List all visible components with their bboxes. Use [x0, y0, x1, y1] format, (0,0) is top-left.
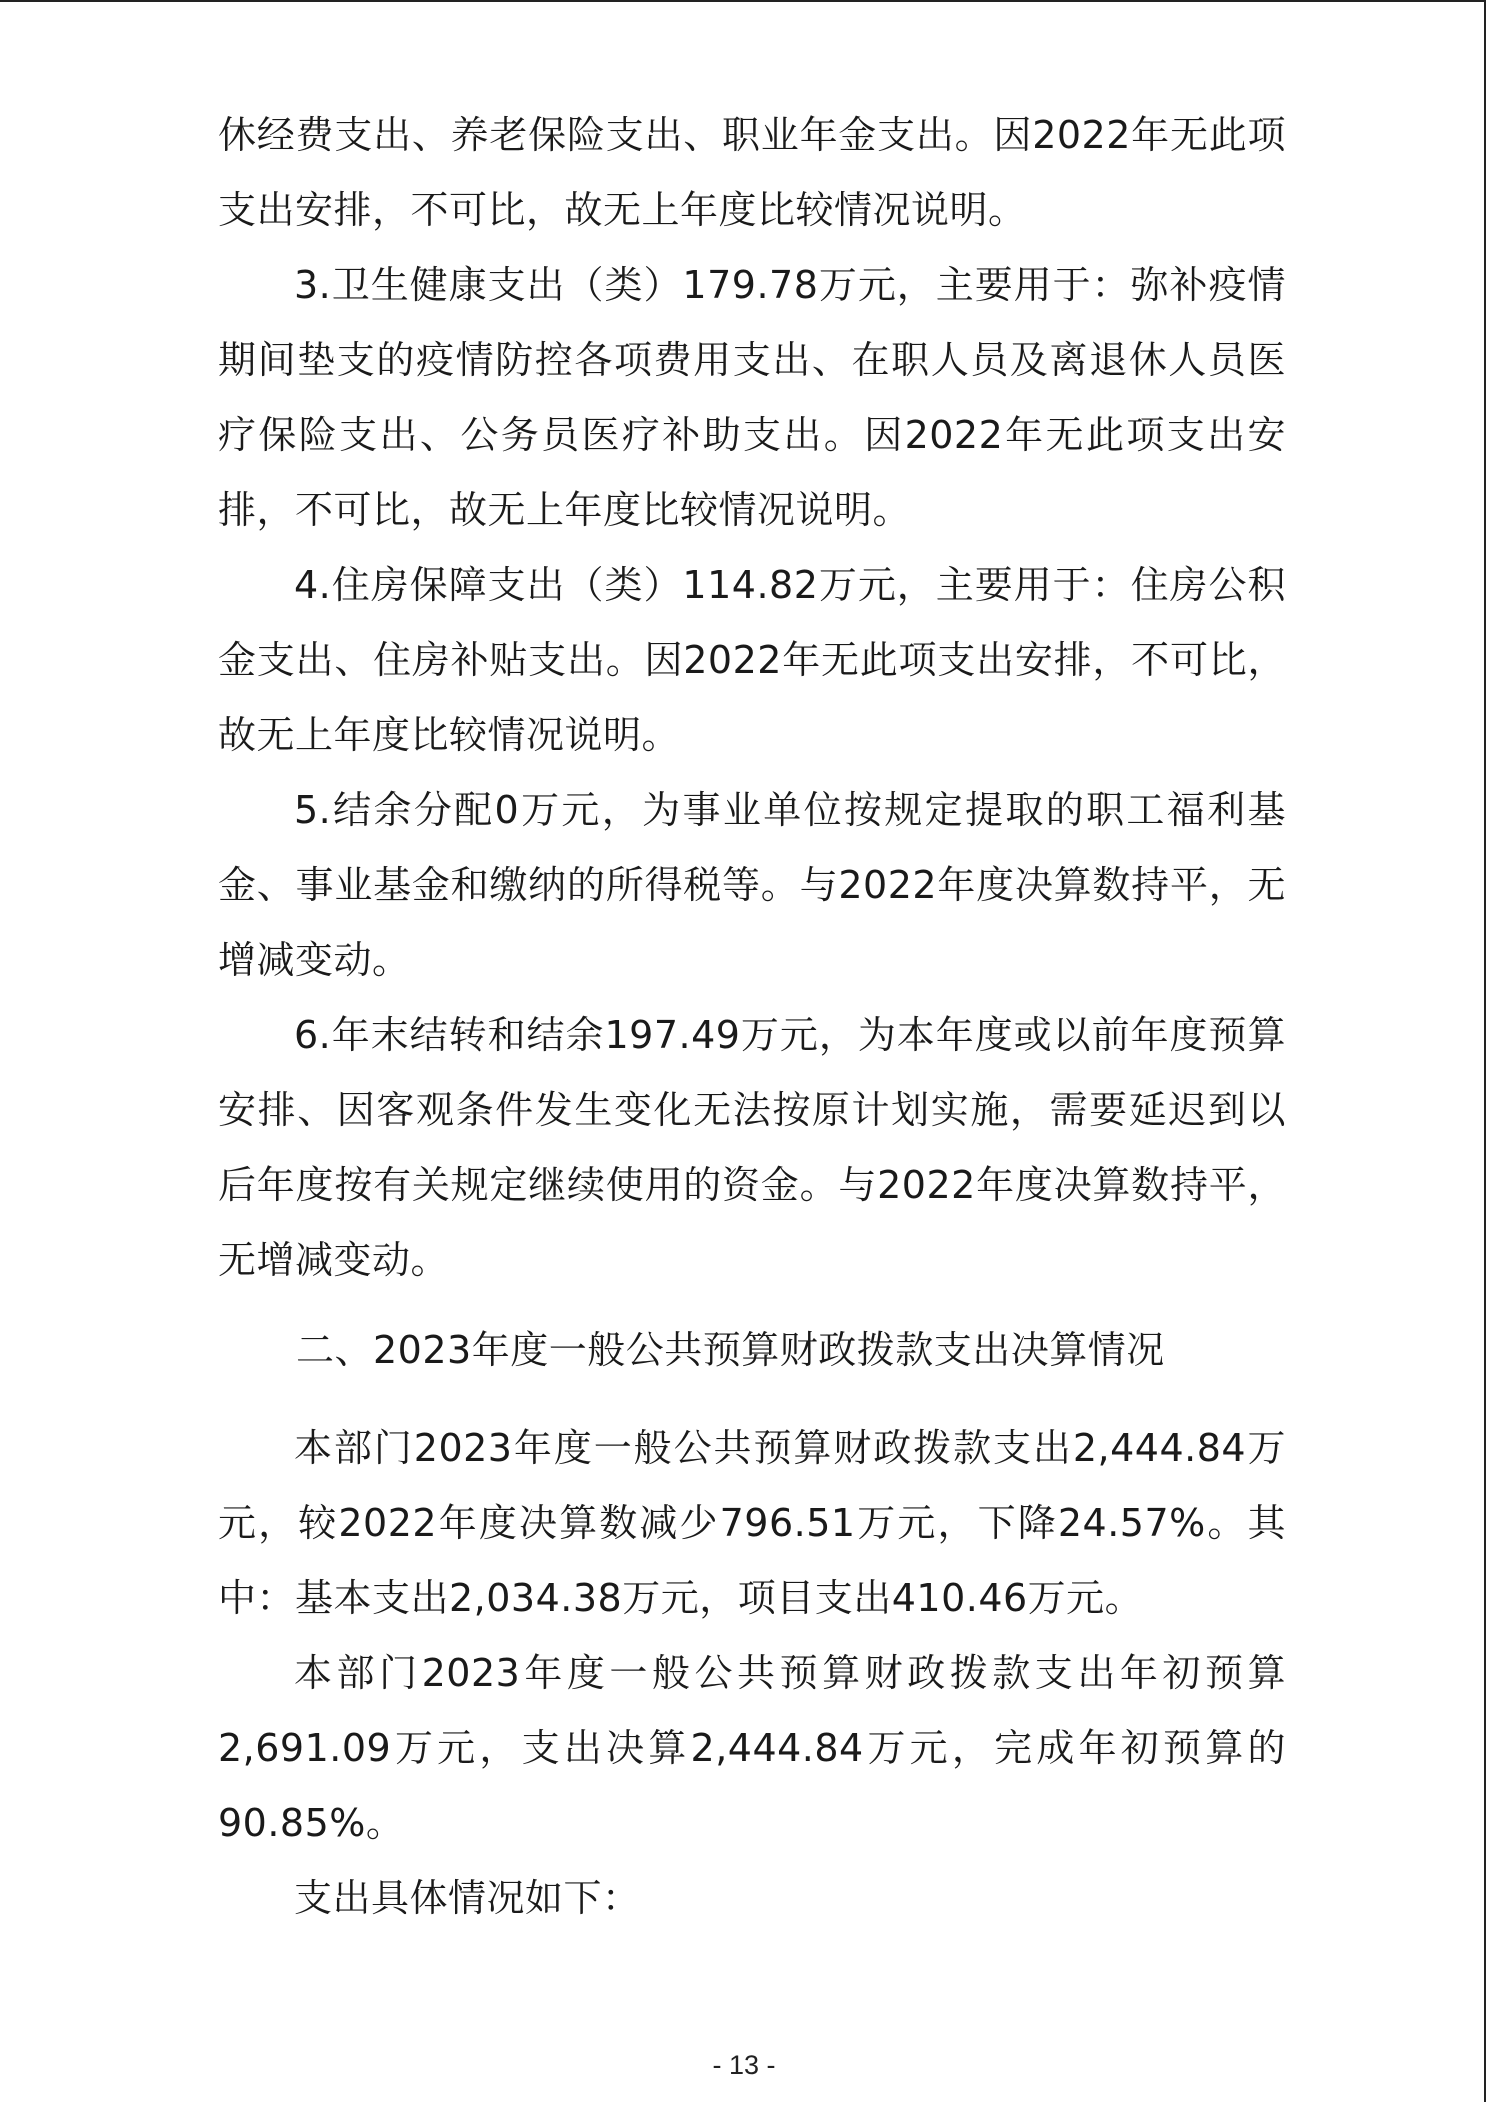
paragraph-health-expenditure: 3.卫生健康支出（类）179.78万元，主要用于：弥补疫情期间垫支的疫情防控各项费用支出、在职人员及离退休人员医疗保险支出、公务员医疗补助支出。因2022年无此项支出安排，不可比，故无上年度比较情况说明。 [218, 263, 1286, 532]
paragraph-budget-completion: 本部门2023年度一般公共预算财政拨款支出年初预算2,691.09万元，支出决算2,444.84万元，完成年初预算的90.85%。 [218, 1651, 1286, 1845]
page-number: - 13 - [712, 2050, 776, 2080]
paragraph-retirement-continued: 休经费支出、养老保险支出、职业年金支出。因2022年无此项支出安排，不可比，故无上年度比较情况说明。 [218, 113, 1286, 232]
page-content [218, 98, 1286, 1936]
paragraph-details-intro: 支出具体情况如下： [294, 1876, 641, 1920]
paragraph-surplus-distribution: 5.结余分配0万元，为事业单位按规定提取的职工福利基金、事业基金和缴纳的所得税等。与2022年度决算数持平，无增减变动。 [218, 788, 1286, 982]
section-heading: 二、2023年度一般公共预算财政拨款支出决算情况 [296, 1328, 1165, 1372]
paragraph-housing-expenditure: 4.住房保障支出（类）114.82万元，主要用于：住房公积金支出、住房补贴支出。因2022年无此项支出安排，不可比，故无上年度比较情况说明。 [218, 563, 1286, 757]
paragraph-year-end-carryover: 6.年末结转和结余197.49万元，为本年度或以前年度预算安排、因客观条件发生变化无法按原计划实施，需要延迟到以后年度按有关规定继续使用的资金。与2022年度决算数持平，无增减变动。 [218, 1013, 1286, 1282]
paragraph-general-budget-expenditure: 本部门2023年度一般公共预算财政拨款支出2,444.84万元，较2022年度决算数减少796.51万元，下降24.57%。其中：基本支出2,034.38万元，项目支出410.46万元。 [218, 1426, 1286, 1620]
